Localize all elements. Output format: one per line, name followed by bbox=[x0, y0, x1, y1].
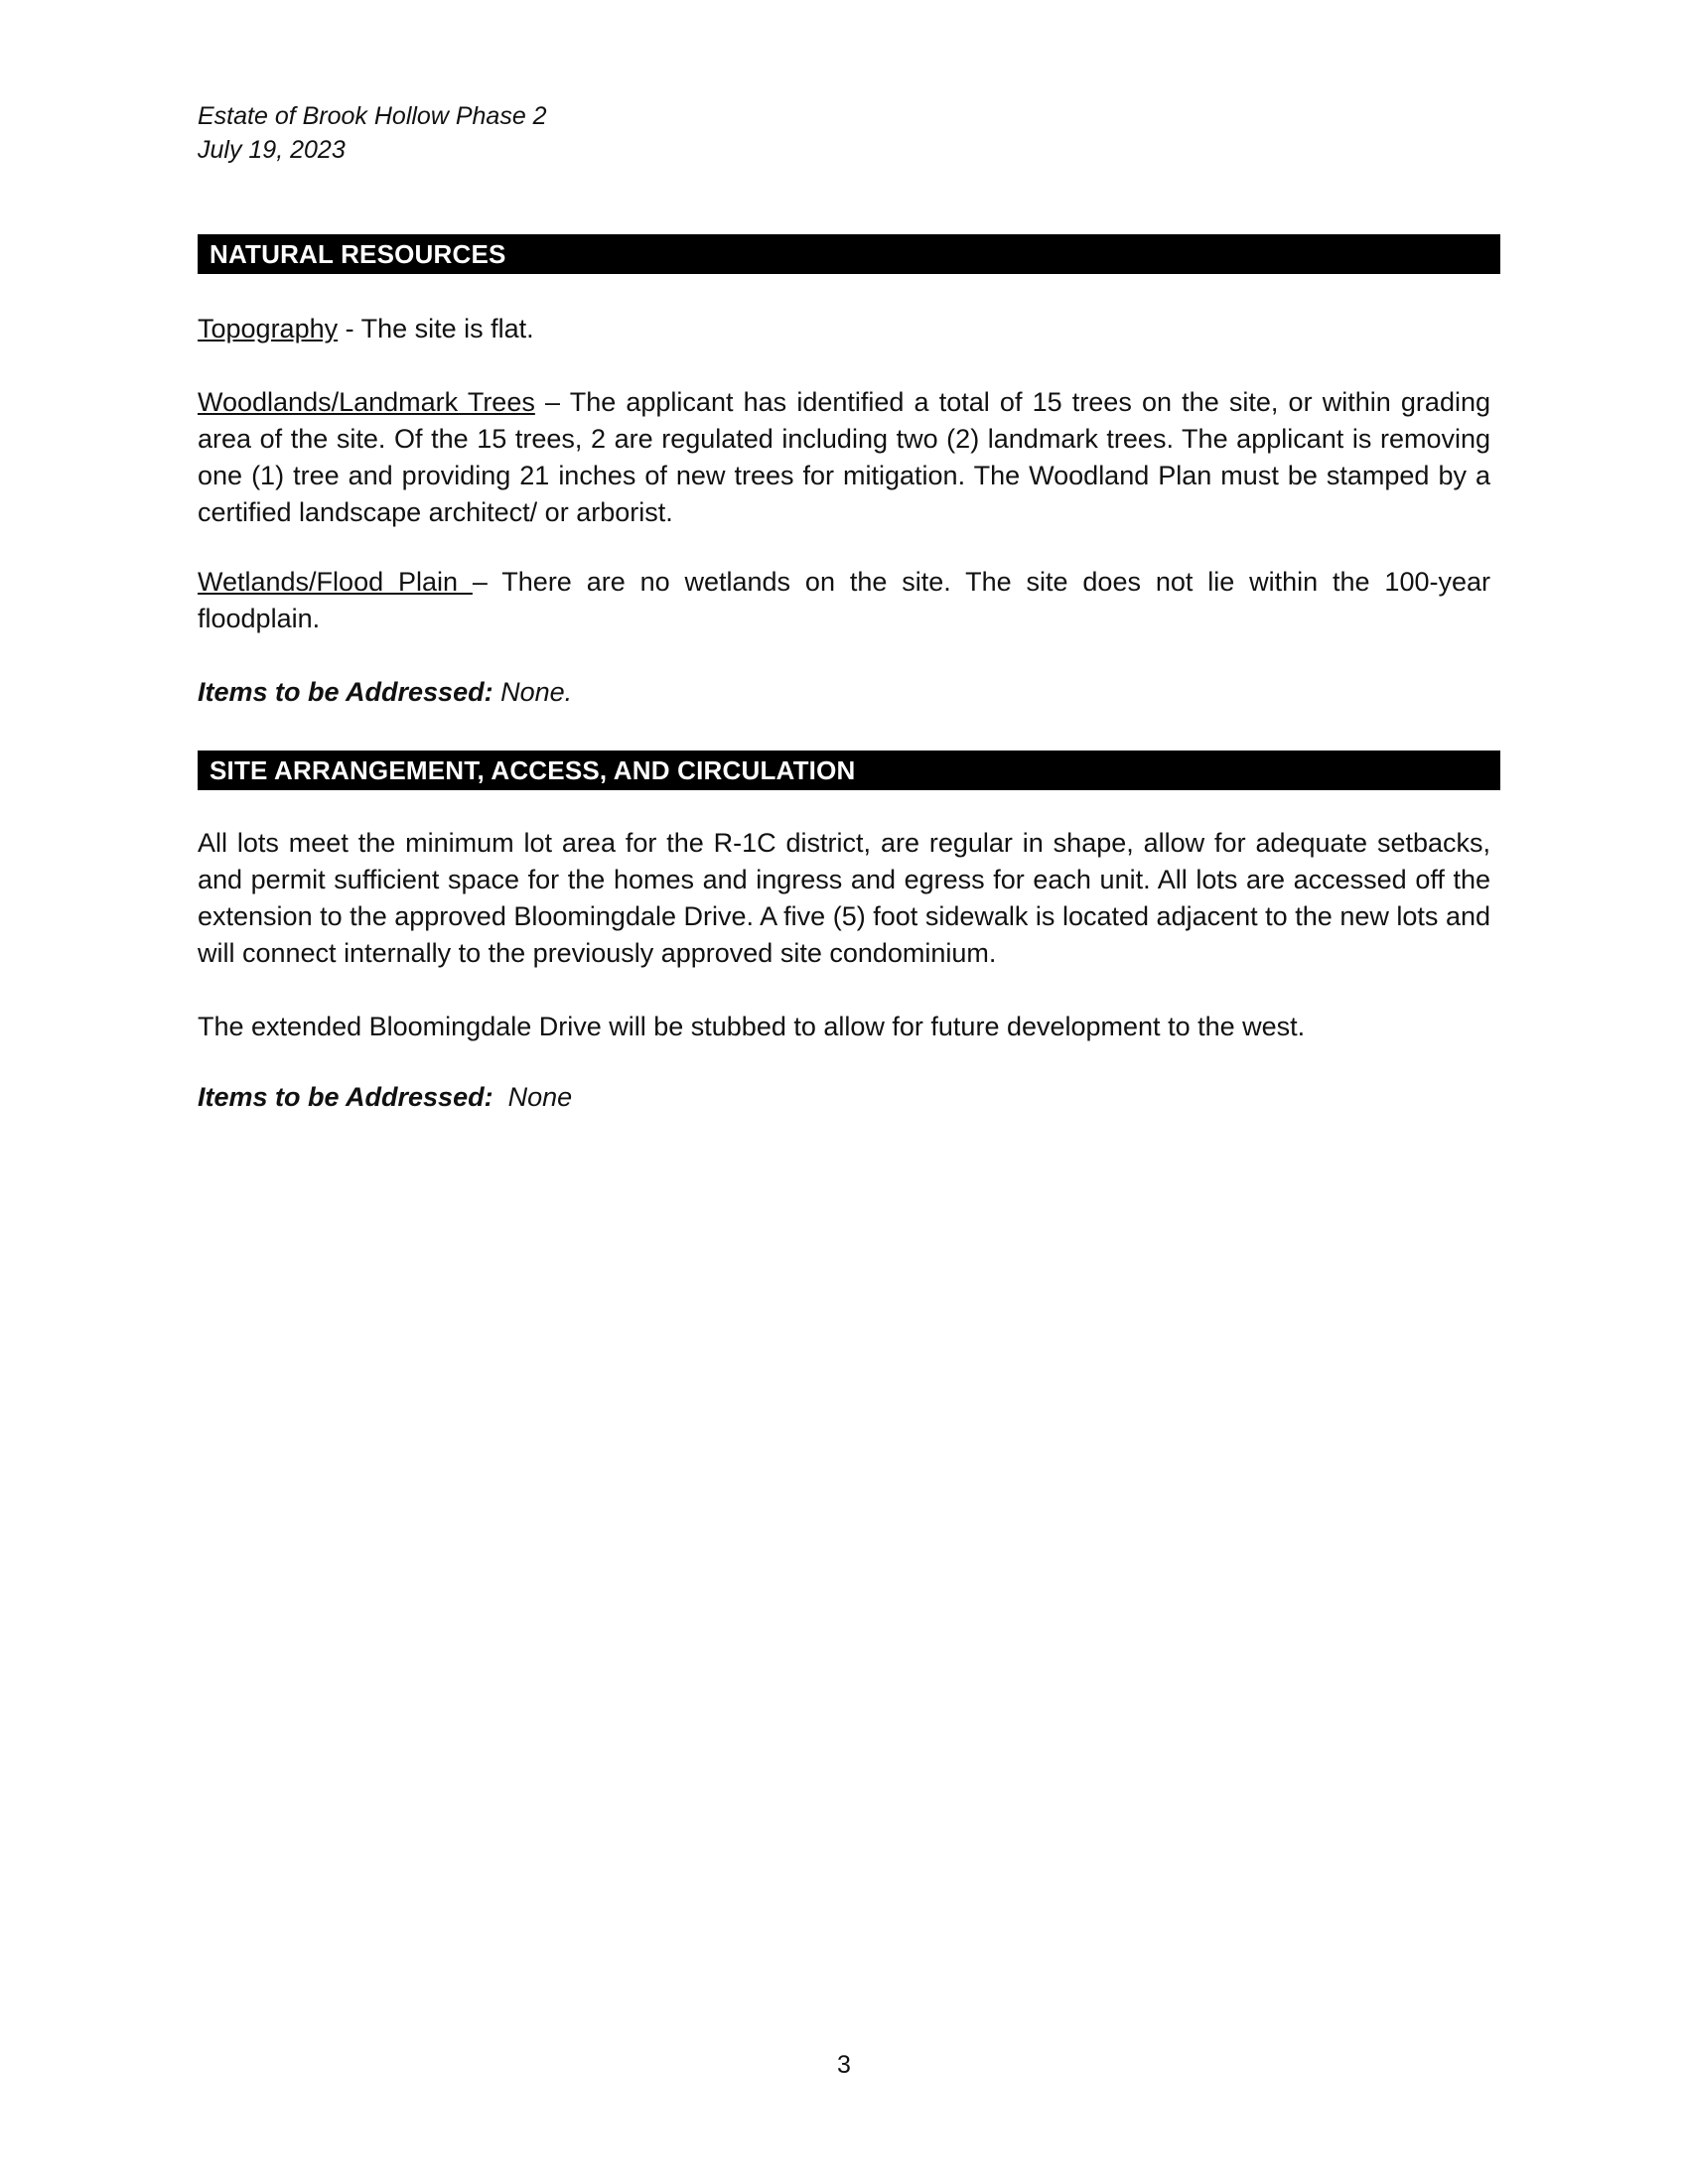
items-to-address-value: None. bbox=[492, 677, 573, 707]
section-heading-site-arrangement: SITE ARRANGEMENT, ACCESS, AND CIRCULATION bbox=[198, 751, 1500, 790]
section-heading-natural-resources: NATURAL RESOURCES bbox=[198, 234, 1500, 274]
items-to-address-label: Items to be Addressed: bbox=[198, 1082, 493, 1112]
site-arrangement-paragraph: All lots meet the minimum lot area for the R-1C district, are regular in shape, allow for adequate setbacks, and permit sufficient space for the homes and ingress and egress for each unit. All lots are accessed off the extension to the approved Bloomingdale Drive. A five (5) foot sidewalk is located adjacent to the new lots and will connect internally to the previously approved site condominium. bbox=[198, 828, 1490, 968]
woodlands-label: Woodlands/Landmark Trees bbox=[198, 387, 535, 417]
bloomingdale-drive-paragraph: The extended Bloomingdale Drive will be stubbed to allow for future development to the west. bbox=[198, 1012, 1306, 1041]
topography-label: Topography bbox=[198, 314, 339, 343]
items-to-address-value: None bbox=[492, 1082, 573, 1112]
project-title: Estate of Brook Hollow Phase 2 bbox=[198, 102, 547, 130]
natural-resources-items-to-address bbox=[198, 674, 1490, 711]
document-date: July 19, 2023 bbox=[198, 136, 346, 164]
wetlands-label: Wetlands/Flood Plain bbox=[198, 567, 473, 597]
site-arrangement-items-to-address bbox=[198, 1079, 1490, 1116]
items-to-address-label: Items to be Addressed: bbox=[198, 677, 493, 707]
woodlands-text: – The applicant has identified a total of 15 trees on the site, or within grading area of the site. Of the 15 trees, 2 are regulated including two (2) landmark trees. The applicant is removing one (1) tree and providing 21 inches of new trees for mitigation. The Woodland Plan must be stamped by a certified landscape architect/ or arborist. bbox=[198, 387, 1490, 527]
woodlands-paragraph bbox=[198, 384, 1490, 531]
document-header bbox=[198, 99, 547, 167]
page-number: 3 bbox=[837, 2051, 851, 2079]
topography-text: - The site is flat. bbox=[338, 314, 534, 343]
topography-paragraph bbox=[198, 311, 1490, 347]
wetlands-text: – There are no wetlands on the site. The site does not lie within the 100-year floodplain. bbox=[198, 567, 1490, 633]
wetlands-paragraph bbox=[198, 564, 1490, 637]
